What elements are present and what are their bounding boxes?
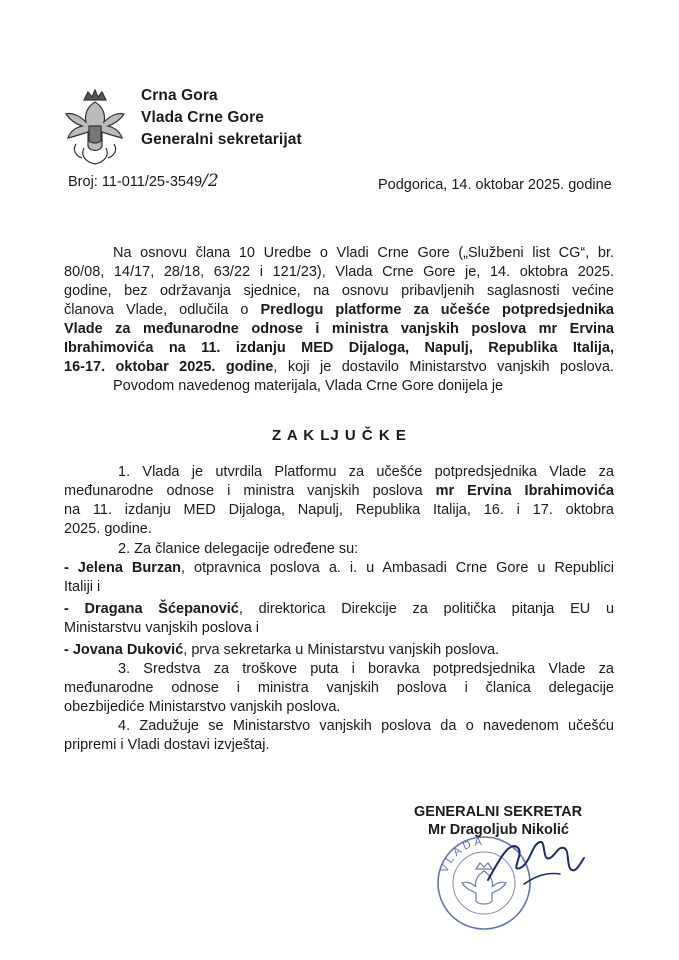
member-2-line-1 [64,601,614,618]
member-1-name: - Jelena Burzan [64,560,182,576]
conclusion-1-line-1: 1. Vlada je utvrdila Platformu za učešće potpredsjednika Vlade za [118,464,614,480]
member-1-line-1 [64,560,614,577]
member-1-role: , otpravnica poslova a. i. u Ambasadi Crne Gore u Republici [181,560,615,576]
member-1-line-2: Italiji i [64,579,101,595]
intro-line-4 [64,302,614,319]
conclusion-1-line-2-plain: međunarodne odnose i ministra vanjskih poslova [64,483,436,499]
intro-line-4-bold: Predlogu platforme za učešće potpredsjednika [260,302,614,318]
conclusion-1-line-4: 2025. godine. [64,521,152,537]
header-government: Vlada Crne Gore [141,109,264,126]
header-country: Crna Gora [141,87,218,104]
member-3-name: - Jovana Duković [64,642,184,658]
intro-line-5: Vlade za međunarodne odnose i ministra vanjskih poslova mr Ervina [64,321,614,337]
conclusion-2-line-1: 2. Za članice delegacije određene su: [118,541,359,557]
intro-line-7-bold: 16-17. oktobar 2025. godine [64,359,274,375]
member-2-line-2: Ministarstvu vanjskih poslova i [64,620,260,636]
document-number [68,171,219,191]
conclusion-4-line-2: pripremi i Vladi dostavi izvještaj. [64,737,270,753]
montenegro-coat-of-arms-icon [62,86,128,168]
stamp-text: VLADA [438,835,486,875]
member-2-role: , direktorica Direkcije za politička pitanja EU u [238,601,615,617]
intro-line-1: Na osnovu člana 10 Uredbe o Vladi Crne Gore („Službeni list CG“, br. [113,245,614,261]
signatory-name: Mr Dragoljub Nikolić [428,822,569,838]
intro-line-6: Ibrahimovića na 11. izdanju MED Dijaloga, Napulj, Republika Italija, [64,340,614,356]
conclusion-1-line-2-bold: mr Ervina Ibrahimovića [435,483,614,499]
intro-line-7 [64,359,614,376]
signatory-title: GENERALNI SEKRETAR [414,804,583,820]
conclusion-4-line-1: 4. Zadužuje se Ministarstvo vanjskih poslova da o navedenom učešću [118,718,614,734]
place-and-date: Podgorica, 14. oktobar 2025. godine [378,177,612,193]
member-3-role: , prva sekretarka u Ministarstvu vanjskih poslova. [183,642,500,658]
section-heading: Z A K LJ U Č K E [272,427,407,444]
member-3-line-1 [64,642,499,659]
document-number-printed: Broj: 11-011/25-3549 [68,174,203,190]
header-secretariat: Generalni sekretarijat [141,131,302,148]
member-2-name: - Dragana Šćepanović [64,601,239,617]
document-number-handwritten: /2 [202,171,219,191]
conclusion-3-line-2: međunarodne odnose i ministra vanjskih poslova i članica delegacije [64,680,614,696]
intro-line-4-plain: članova Vlade, odlučila o [64,302,261,318]
intro-line-7-plain: , koji je dostavilo Ministarstvo vanjskih poslova. [273,359,614,375]
conclusion-3-line-1: 3. Sredstva za troškove puta i boravka potpredsjednika Vlade za [118,661,614,677]
conclusion-1-line-2 [64,483,614,500]
intro-line-3: godine, bez održavanja sjednice, na osnovu pribavljenih saglasnosti većine [64,283,614,299]
conclusion-1-line-3: na 11. izdanju MED Dijaloga, Napulj, Republika Italija, 16. i 17. oktobra [64,502,614,518]
intro-line-8: Povodom navedenog materijala, Vlada Crne Gore donijela je [113,378,504,394]
conclusion-3-line-3: obezbijediće Ministarstvo vanjskih poslova. [64,699,341,715]
intro-line-2: 80/08, 14/17, 28/18, 63/22 i 121/23), Vlada Crne Gore je, 14. oktobra 2025. [64,264,614,280]
